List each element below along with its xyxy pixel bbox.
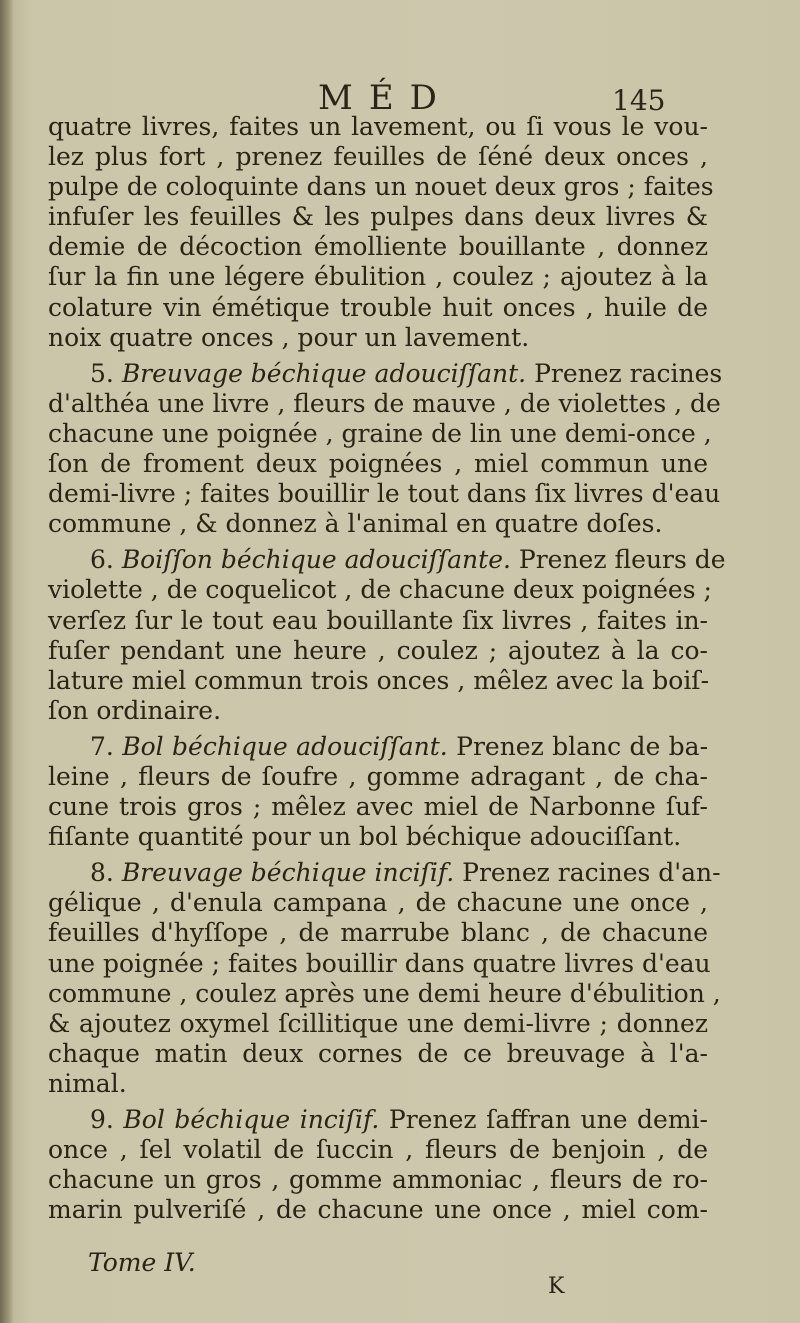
entry-text: Prenez fleurs de [518, 545, 726, 575]
text-line: colature vin émétique trouble huit onces , huile de [48, 292, 708, 322]
recipe-entry-5 [48, 358, 723, 540]
entry-first-line [48, 732, 708, 762]
text-line: once , ſel volatil de ſuccin , fleurs de benjoin , de [48, 1135, 708, 1165]
text-line: une poignée ; faites bouillir dans quatre livres d'eau [48, 948, 711, 978]
text-line: nimal. [48, 1068, 127, 1098]
entry-title: Bol béchique adouciſſant. [122, 731, 448, 761]
text-line: feuilles d'hyſſope , de marrube blanc , de chacune [48, 918, 708, 948]
recipe-entry-8 [48, 858, 721, 1099]
text-line: leine , fleurs de ſoufre , gomme adragant , de cha- [48, 761, 708, 791]
body-text [48, 112, 726, 1225]
entry-title: Boiſſon béchique adouciſſante. [121, 545, 511, 575]
text-line: chacune un gros , gomme ammoniac , fleurs de ro- [48, 1165, 708, 1195]
text-line: ſon ordinaire. [48, 695, 222, 725]
entry-number: 6. [90, 545, 114, 575]
entry-number: 7. [90, 731, 114, 761]
signature-mark: K [548, 1274, 565, 1299]
entry-text: Prenez ſaffran une demi- [388, 1105, 708, 1134]
text-line: ſon de froment deux poignées , miel commun une [48, 449, 708, 479]
text-line: d'althéa une livre , fleurs de mauve , de violettes , de [48, 388, 721, 418]
entry-number: 5. [90, 358, 114, 388]
text-line: chacune une poignée , graine de lin une demi-once , [48, 418, 712, 448]
book-spine-shadow [0, 0, 14, 1323]
text-line: cune trois gros ; mêlez avec miel de Narbonne ſuf- [48, 792, 708, 822]
entry-text: Prenez blanc de ba- [456, 731, 709, 761]
text-line: lez plus fort , prenez feuilles de ſéné deux onces , [48, 142, 708, 172]
entry-first-line [48, 358, 723, 389]
text-line: verſez ſur le tout eau bouillante ſix livres , faites in- [48, 605, 708, 635]
text-line: fiſante quantité pour un bol béchique adouciſſant. [48, 822, 682, 852]
entry-text: Prenez racines d'an- [462, 858, 721, 888]
entry-title: Bol béchique inciſif. [123, 1105, 380, 1134]
entry-first-line [48, 858, 721, 888]
entry-first-line [48, 545, 726, 575]
text-line: pulpe de coloquinte dans un nouet deux gros ; faites [48, 172, 714, 202]
text-line: quatre livres, faites un lavement, ou ſi vous le vou- [48, 112, 708, 141]
text-line: commune , & donnez à l'animal en quatre doſes. [48, 509, 663, 539]
running-head: MÉD [318, 78, 453, 118]
text-line: & ajoutez oxymel ſcillitique une demi-livre ; donnez [48, 1008, 708, 1038]
text-line: commune , coulez après une demi heure d'ébulition , [48, 978, 721, 1008]
page-footer [0, 1248, 800, 1298]
entry-first-line [48, 1105, 708, 1135]
recipe-entry-9 [48, 1105, 708, 1225]
text-line: demi-livre ; faites bouillir le tout dans ſix livres d'eau [48, 479, 721, 509]
entry-text: Prenez racines [534, 358, 723, 388]
text-line: violette , de coquelicot , de chacune deux poignées ; [48, 575, 712, 605]
entry-number: 9. [90, 1105, 114, 1134]
text-line: fuſer pendant une heure , coulez ; ajoutez à la co- [48, 635, 708, 665]
text-line: ſur la fin une légere ébulition , coulez ; ajoutez à la [48, 262, 708, 292]
text-line: noix quatre onces , pour un lavement. [48, 322, 530, 352]
text-line: gélique , d'enula campana , de chacune une once , [48, 888, 708, 918]
text-line: chaque matin deux cornes de ce breuvage à l'a- [48, 1038, 708, 1068]
entry-number: 8. [90, 858, 114, 888]
text-line: lature miel commun trois onces , mêlez avec la boiſ- [48, 665, 710, 695]
entry-title: Breuvage béchique inciſif. [121, 858, 455, 888]
text-line: demie de décoction émolliente bouillante , donnez [48, 232, 708, 262]
volume-label: Tome IV. [88, 1248, 196, 1277]
recipe-entry-6 [48, 545, 726, 726]
entry-title: Breuvage béchique adouciſſant. [121, 358, 527, 388]
recipe-entry-7 [48, 732, 708, 852]
text-line: marin pulveriſé , de chacune une once , miel com- [48, 1195, 708, 1225]
page-number: 145 [612, 84, 666, 117]
text-line: infuſer les feuilles & les pulpes dans deux livres & [48, 202, 708, 232]
